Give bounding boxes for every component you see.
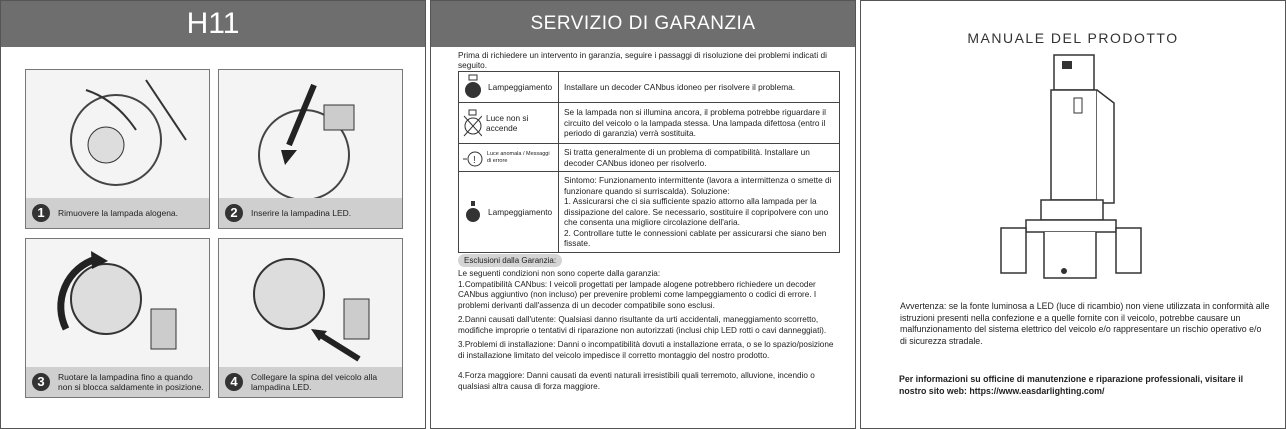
- step-illustration: [26, 239, 210, 369]
- step-text: Inserire la lampadina LED.: [251, 208, 352, 218]
- step-number: 4: [225, 373, 243, 391]
- row-text: Se la lampada non si illumina ancora, il problema potrebbe riguardare il circuito del veicolo o la lampada stessa. Una lampada difettosa (entro il periodo di garanzia) verrà sostituita.: [559, 103, 840, 144]
- exclusions-intro: Le seguenti condizioni non sono coperte dalla garanzia:: [458, 269, 661, 278]
- panel-title: H11: [1, 1, 425, 47]
- bulb-icon: [462, 199, 484, 225]
- step-3: [25, 238, 210, 398]
- step-illustration: [219, 239, 403, 369]
- row-text: Sintomo: Funzionamento intermittente (lavora a intermittenza o smette di funzionare quando si surriscalda). Soluzione: 1. Assicurarsi che ci sia sufficiente spazio attorno alla lampada per la dissipazione del calore. Se necessario, sostituire il copripolvere con uno che consenta una migliore circolazione dell'aria. 2. Controllare tutte le connessioni cablate per assicurarsi che siano ben fissate.: [559, 172, 840, 253]
- row-text: Installare un decoder CANbus idoneo per risolvere il problema.: [559, 72, 840, 103]
- panel-title: MANUALE DEL PRODOTTO: [967, 30, 1179, 46]
- warning-light-icon: [462, 147, 483, 169]
- row-label: Lampeggiamento: [488, 81, 553, 92]
- exclusion-item: 1.Compatibilità CANbus: I veicoli progettati per lampade alogene potrebbero richiedere un decoder CANbus aggiuntivo (non incluso) per prevenire problemi come lampeggiamento o codici di errore. I problemi derivanti dall'assenza di un decoder compatibile sono esclusi.: [458, 279, 817, 310]
- step-illustration: [26, 70, 210, 200]
- exclusions-title: Esclusioni dalla Garanzia:: [458, 254, 562, 267]
- installation-panel: [0, 0, 426, 429]
- exclusions-list: [458, 269, 838, 396]
- step-text: Ruotare la lampadina fino a quando non si blocca saldamente in posizione.: [58, 372, 204, 392]
- bulb-off-icon: [462, 108, 482, 138]
- warranty-panel: [430, 0, 856, 429]
- exclusion-item: 2.Danni causati dall'utente: Qualsiasi danno risultante da urti accidentali, maneggiamento scorretto, modifiche improprie o tentativi di riparazione non autorizzati (inclusi chip LED rotti o cavi danneggiati).: [458, 315, 827, 335]
- troubleshooting-table: [458, 71, 840, 253]
- warranty-intro: Prima di richiedere un intervento in garanzia, seguire i passaggi di risoluzione dei problemi indicati di seguito.: [458, 50, 827, 70]
- step-number: 2: [225, 204, 243, 222]
- table-row: [459, 172, 840, 253]
- step-number: 1: [32, 204, 50, 222]
- row-text: Si tratta generalmente di un problema di compatibilità. Installare un decoder CANbus idoneo per risolverlo.: [559, 144, 840, 172]
- led-bulb-illustration: [996, 53, 1146, 285]
- step-2: [218, 69, 403, 229]
- warning-text: Avvertenza: se la fonte luminosa a LED (luce di ricambio) non viene utilizzata in conformità alle istruzioni presenti nella confezione e a quelle fornite con il veicolo, potrebbe causare un malfunzionamento del sistema elettrico del veicolo e/o rappresentare un rischio operativo e/o di sicurezza stradale.: [900, 301, 1270, 346]
- row-label: Lampeggiamento: [488, 206, 553, 217]
- step-illustration: [219, 70, 403, 200]
- panel-title: SERVIZIO DI GARANZIA: [431, 1, 855, 47]
- step-number: 3: [32, 373, 50, 391]
- step-text: Collegare la spina del veicolo alla lampadina LED.: [251, 372, 378, 392]
- info-text: Per informazioni su officine di manutenzione e riparazione professionali, visitare il nostro sito web: https://www.easdarlighting.com/: [899, 374, 1244, 396]
- row-label: Luce anomala / Messaggi di errore: [486, 150, 550, 164]
- step-4: [218, 238, 403, 398]
- table-row: [459, 72, 840, 103]
- product-manual-panel: [860, 0, 1286, 429]
- table-row: [459, 144, 840, 172]
- step-1: [25, 69, 210, 229]
- step-text: Rimuovere la lampada alogena.: [58, 208, 179, 218]
- exclusion-item: 4.Forza maggiore: Danni causati da eventi naturali irresistibili quali terremoto, alluvione, incendio o qualsiasi altra causa di forza maggiore.: [458, 371, 815, 391]
- row-label: Luce non si accende: [485, 112, 529, 133]
- svg-text:!: !: [473, 154, 476, 166]
- bulb-flicker-icon: [462, 74, 484, 100]
- table-row: [459, 103, 840, 144]
- exclusion-item: 3.Problemi di installazione: Danni o incompatibilità dovuti a installazione errata, o se lo spazio/posizione di installazione limitato del veicolo impedisce il corretto montaggio del nostro prodotto.: [458, 340, 834, 360]
